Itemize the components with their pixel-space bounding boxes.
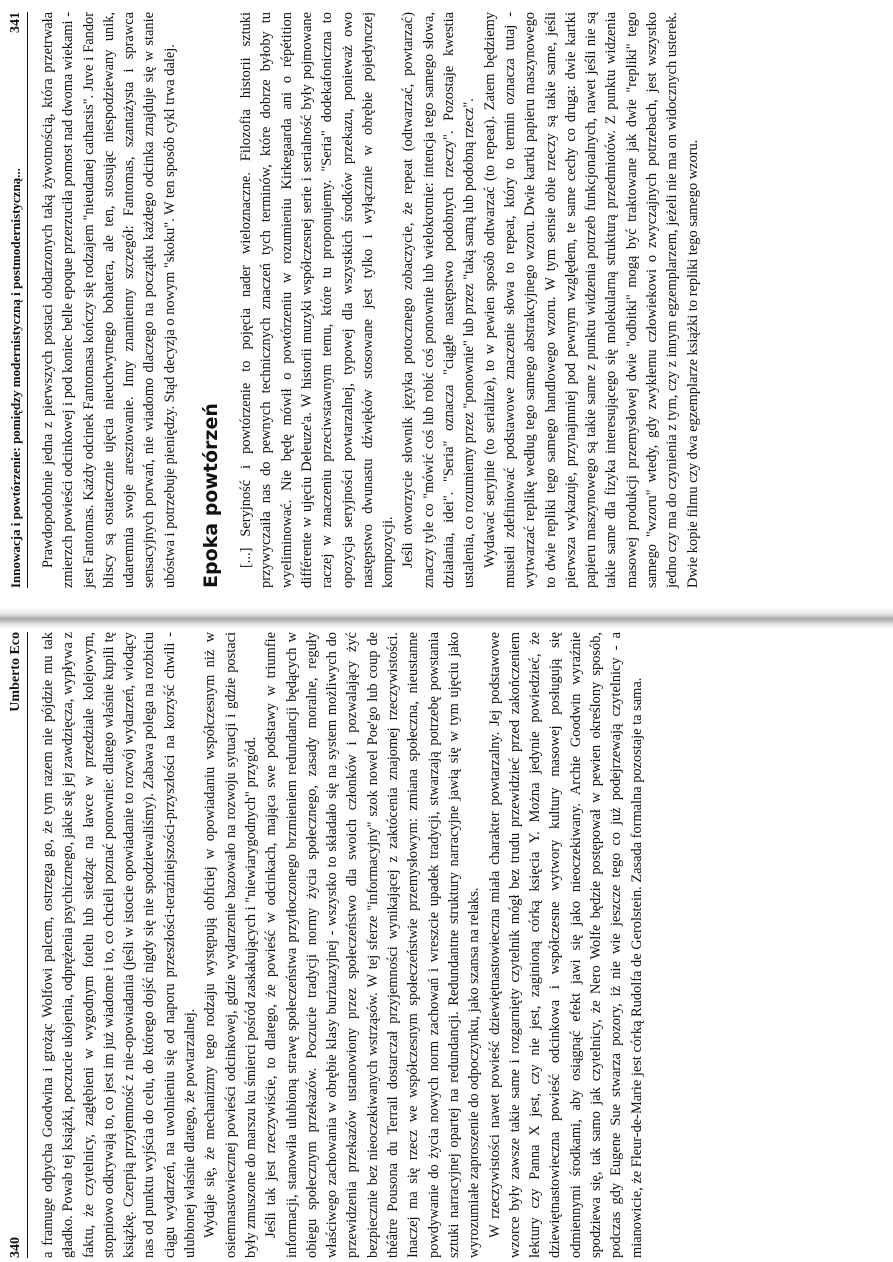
page-number: 341	[8, 12, 23, 33]
page-body	[38, 12, 703, 588]
paragraph: Jeśli otworzycie słownik języka potocznego zobaczycie, że repeat (odtwarzać, powtarzać) znaczy tyle co "mówić coś lub robić coś ponownie lub wielokrotnie: intencja tego samego słowa, działania, idei". "Seria" oznacza "ciągłe następstwo podobnych rzeczy". Pozostaje kwestia ustalenia, co rozumiemy przez "ponownie" lub przez "taką samą lub podobną rzecz".	[400, 12, 478, 588]
paragraph: a framuge odpycha Goodwina i grożąc Wolfowi palcem, ostrzega go, że tym razem nie pójdzie mu tak gładko. Powab tej książki, poczucie ukojenia, odprężenia psychicznego, jakie się jej zawdzięcza, wypływa z faktu, że czytelnicy, zagłębieni w wygodnym fotelu lub siedząc na ławce w przedziale kolejowym, stopniowo odkrywają to, co jest im już wiadome i to, co chcieli poznać ponownie: dlatego właśnie kupili tę książkę. Czerpią przyjemność z nie-opowiadania (jeśli w istocie opowiadanie to rozwój wydarzeń, wiodący nas od punktu wyjścia do celu, do którego dojść nigdy się nie spodziewaliśmy). Zabawa polega na rozbiciu ciągu wydarzeń, na uwolnieniu się od naporu przeszłości-teraźniejszości-przyszłości na korzyść chwili - ulubionej właśnie dlatego, że powtarzalnej.	[40, 632, 199, 1258]
section-heading: Epoka powtórzeń	[200, 403, 223, 588]
paragraph: W rzeczywistości nawet powieść dziewiętnastowieczna miała charakter powtarzalny. Jej podstawowe wzorce były zawsze takie same i rozgarnięty czytelnik mógł bez trudu przewidzieć przed zakończeniem lektury czy Panna X jest, czy nie jest, zaginioną córką księcia Y. Można jedynie powiedzieć, że dziewiętnastowieczna powieść odcinkowa i współczesne wytwory kultury masowej posługują się odmiennymi środkami, aby osiągnąć efekt jawi się jako nieoczekiwany. Archie Goodwin wyraźnie spodziewa się, tak samo jak czytelnicy, że Nero Wolfe będzie postępował w pewien określony sposób, podczas gdy Eugene Sue stwarza pozory, iż nie wie jeszcze tego co już podejrzewają czytelnicy - a mianowicie, że Fleur-de-Marie jest córką Rudolfa de Gerolstein. Zasada formalna pozostaje ta sama.	[486, 632, 645, 1258]
paragraph: Wydaje się, że mechanizmy tego rodzaju występują obficiej w opowiadaniu współczesnym niż w osiemnastowiecznej powieści odcinkowej, gdzie wydarzenie bazowało na rozwoju sytuacji i gdzie postaci były zmuszone do marszu ku śmierci pośród zaskakujących i "niewiarygodnych" przygód.	[202, 632, 259, 1258]
paragraph: Prawdopodobnie jedna z pierwszych postaci obdarzonych taką żywotnością, która przetrwała zmierzch powieści odcinkowej i pod koniec belle epoque przerzuciła pomost nad dwoma wiekami - jest Fantomas. Każdy odcinek Fantomasa kończy się rodzajem "nieudanej catharsis". Juve i Fandor bliscy są ostatecznie ujęcia nieuchwytnego bohatera, ale ten, stosując niespodziewany unik, udaremnia swoje aresztowanie. Inny znamienny szczegół: Fantomas, szantażysta i sprawca sensacyjnych porwań, nie wiadomo dlaczego na początku każdego odcinka znajduje się w stanie ubóstwa i potrzebuje pieniędzy. Stąd decyzja o nowym "skoku". W ten sposób cykl trwa dalej.	[40, 12, 178, 588]
page-header	[8, 632, 28, 1258]
paragraph: Jeśli tak jest rzeczywiście, to dlatego, że powieść w odcinkach, mająca swe podstawy w triumfie informacji, stanowiła ulubioną strawę społeczeństwa przytłoczonego brzmieniem redundancji będących w obiegu społecznym przekazów. Poczucie tradycji normy życia społecznego, zasady moralne, reguły właściwego zachowania w obrębie klasy burżuazyjnej - wszystko to składało się na system możliwych do przewidzenia przekazów ustanowiony przez społeczeństwo dla swoich członków i pozwalający żyć bezpiecznie bez nieoczekiwanych wstrząsów. W tej sferze "informacyjny" szok nowel Poe'go lub coup de théâtre Pousona du Terrail dostarczał przyjemności wynikającej z zaktócenia znajomej rzeczywistości. Inaczej ma się rzecz we współczesnym społeczeństwie przemysłowym: zmiana społeczna, nieustanne powdywanie do życia nowych norm zachowań i wreszcie upadek tradycji, stwarzają potrzebę powstania sztuki narracyjnej opartej na redundancji. Redundantne struktury narracyjne jawią się w tym ujęciu jako wyrozumiałe zaproszenie do odpoczynku, jako szansa na relaks.	[263, 632, 483, 1258]
page-header	[8, 12, 28, 588]
page-341	[8, 12, 868, 588]
paragraph: Wydawać seryjnie (to serialize), to w pewien sposób odtwarzać (to repeat). Zatem będziemy musieli zdefiniować podstawowe znaczenie słowa to repeat, który to termin oznacza tutaj - wytwarzać replikę według tego samego abstrakcyjnego wzoru. Dwie kartki papieru maszynowego to dwie repliki tego samego handlowego wzoru. W tym sensie obie rzeczy są takie same, jeśli pierwsza wykazuje, przynajmniej pod pewnym względem, te same cechy co druga: dwie kartki papieru maszynowego są takie same z punktu widzenia potrzeb funkcjonalnych, nawet jeśli nie są takie same dla fizyka interesującego się molekularną strukturą przedmiotów. Z punktu widzenia masowej produkcji przemysłowej dwie "odbitki" mogą być traktowane jak dwie "repliki" tego samego "wzoru" wtedy, gdy zwykłemu człowiekowi o zwyczajnych potrzebach, jest wszystko jedno czy ma do czynienia z tym, czy z innym egzemplarzem, jeżeli nie ma on widocznych usterek. Dwie kopie filmu czy dwa egzemplarze książki to repliki tego samego wzoru.	[481, 12, 701, 588]
running-title: Innowacja i powtórzenie: pomiędzy modernistyczną i postmodernistyczną...	[8, 168, 23, 588]
paragraph: [...] Seryjność i powtórzenie to pojęcia nader wieloznaczne. Filozofia historii sztuki przywyczaiła nas do pewnych technicznych znaczeń tych terminów, które dobrze byłoby tu wyeliminować. Nie będę mówił o powtórzeniu w rozumieniu Kirkegaarda ani o répétition différente w ujęciu Deleuze'a. W historii muzyki współczesnej serie i serialność były pojmowane raczej w znaczeniu przeciwstawnym temu, które tu proponujemy. "Seria" dodekafoniczna to opozycja seryjności powtarzalnej, typowej dla wszystkich środków przekazu, ponieważ owo następstwo dwunastu dźwięków stosowane jest tylko i wyłącznie w obrębie pojedynczej kompozycji.	[238, 12, 397, 588]
page-body	[38, 632, 647, 1258]
page-number: 340	[8, 1237, 23, 1258]
book-gutter-shadow	[0, 608, 893, 630]
author-name: Umberto Eco	[8, 632, 23, 712]
page-340	[8, 632, 868, 1258]
